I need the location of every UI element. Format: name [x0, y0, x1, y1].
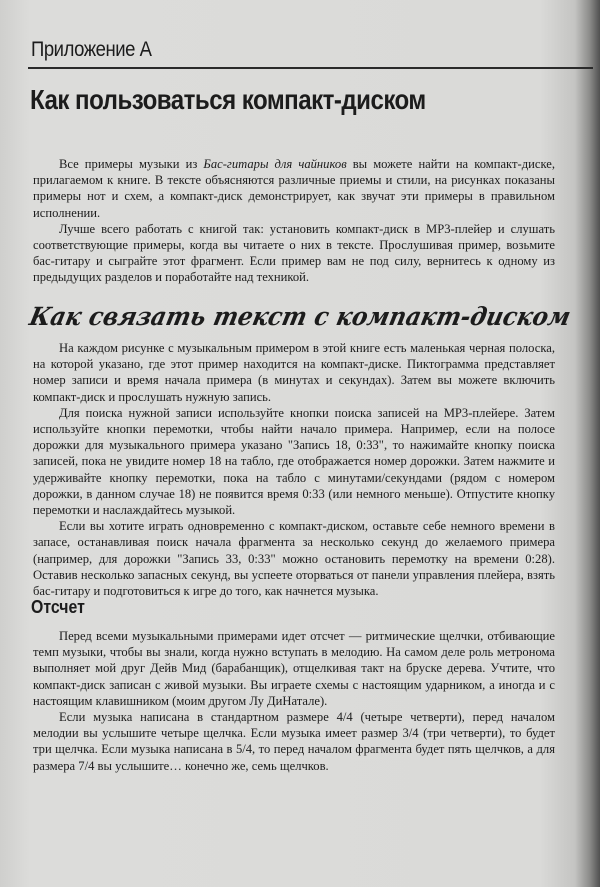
paragraph: Лучше всего работать с книгой так: установить компакт-диск в MP3-плейер и слушать соответствующие примеры, когда вы читаете о них в тексте. Прослушивая пример, возьмите бас-гитару и сыграйте этот фрагмент. Если пример вам не под силу, вернитесь к одному из предыдущих разделов и поработайте над техникой.: [33, 221, 555, 285]
book-title: Бас-гитары для чайников: [203, 157, 347, 171]
section-heading-countoff: Отсчет: [31, 597, 85, 617]
header-rule: [28, 67, 593, 69]
text: вы можете найти на компакт-диске, прилагаемом к книге. В тексте объясняются различные приемы и стили, на рисунках показаны примеры нот и схем, а компакт-диск демонстрирует, как звучат эти примеры в правильном исполнении.: [33, 157, 555, 220]
page-title: Как пользоваться компакт-диском: [30, 84, 426, 115]
section2-text: [33, 628, 555, 774]
paragraph: Перед всеми музыкальными примерами идет отсчет — ритмические щелчки, отбивающие темп музыки, чтобы вы знали, когда нужно вступать в мелодию. На самом деле роль метронома выполняет мой друг Дейв Мид (барабанщик), отщелкивая такт на бруске дерева. Учтите, что компакт-диск записан с живой музыки. Вы играете схемы с настоящим ударником, а иногда и с настоящим клавишником (моим другом Лу ДиНатале).: [33, 629, 555, 708]
paragraph: На каждом рисунке с музыкальным примером в этой книге есть маленькая черная полоска, на которой указано, где этот пример находится на компакт-диске. Пиктограмма представляет номер записи и время начала примера (в минутах и секундах). Затем вы можете включить компакт-диск и прослушать нужную запись.: [33, 341, 555, 404]
intro-text: [33, 156, 555, 286]
section-heading-cd-link: Как связать текст с компакт-диском: [26, 302, 574, 331]
paragraph: Для поиска нужной записи используйте кнопки поиска записей на MP3-плейере. Затем используйте кнопки перемотки, чтобы найти начало примера. Например, если на полосе дорожки для музыкального примера указано "Запись 18, 0:33", то нажимайте кнопку поиска записей, пока не увидите номер 18 на табло, где отображается номер дорожки. Затем нажмите и удерживайте кнопку перемотки, пока на табло с минутами/секундами (рядом с номером дорожки, в данном случае 18) не появится время 0:33 (или немного меньше). Отпустите кнопку перемотки и наслаждайтесь музыкой.: [33, 405, 555, 518]
paragraph: Если вы хотите играть одновременно с компакт-диском, оставьте себе немного времени в запасе, останавливая поиск начала фрагмента за несколько секунд до желаемого примера (например, для дорожки "Запись 33, 0:33" можно остановить перемотку на времени 0:28). Оставив несколько запасных секунд, вы успеете оторваться от панели управления плейера, взять бас-гитару и подготовиться к игре до того, как начнется музыка.: [33, 519, 555, 599]
text: Все примеры музыки из: [59, 157, 204, 171]
paragraph: [33, 156, 555, 221]
section1-text: [33, 340, 555, 599]
appendix-label: Приложение А: [31, 38, 152, 61]
paragraph: Если музыка написана в стандартном размере 4/4 (четыре четверти), перед началом мелодии вы услышите четыре щелчка. Если музыка имеет размер 3/4 (три четверти), то будет три щелчка. Если музыка написана в 5/4, то перед началом фрагмента будет пять щелчков, а для размера 7/4 вы услышите… конечно же, семь щелчков.: [33, 710, 555, 773]
